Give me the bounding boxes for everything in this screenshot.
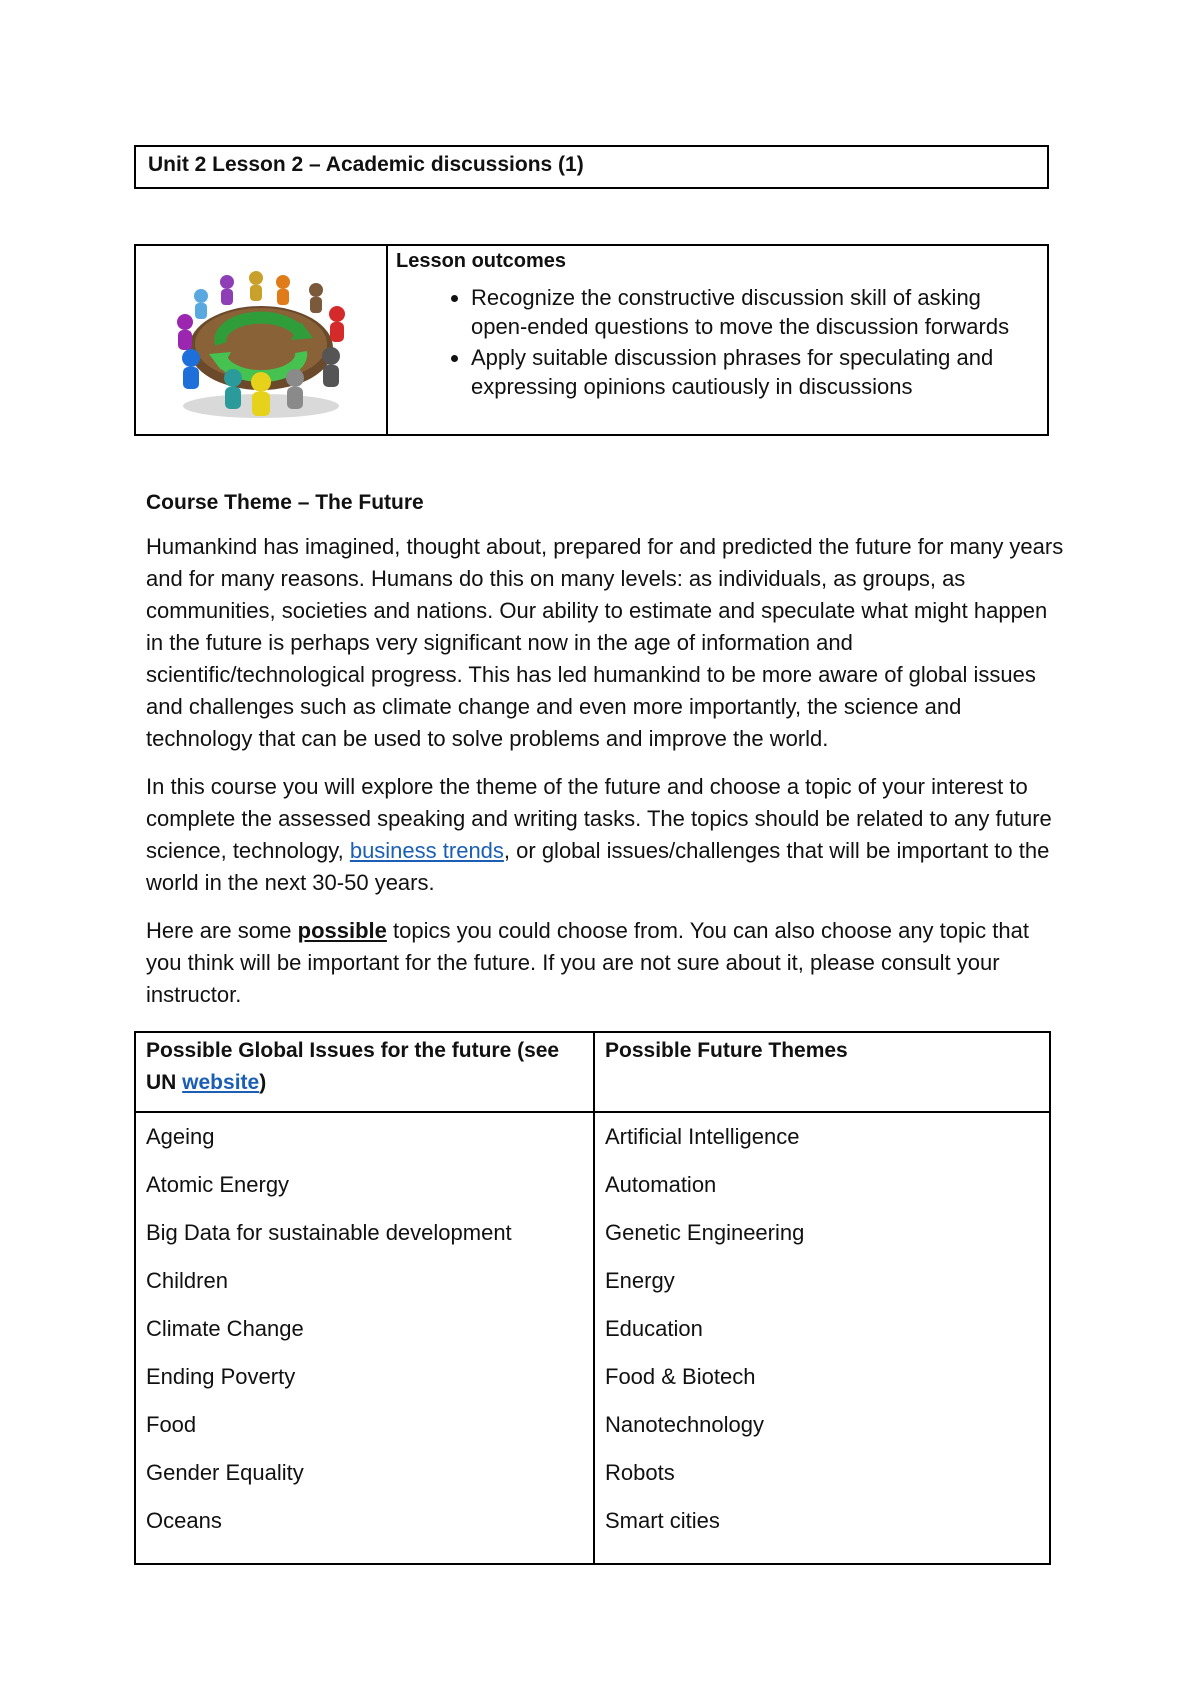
future-theme-item: Smart cities: [605, 1508, 720, 1533]
course-paragraph-1: Humankind has imagined, thought about, prepared for and predicted the future for many years and for many reasons. Humans do this on many levels: as individuals, as groups, as communities, societies and nations. Our ability to estimate and speculate what might happen in the future is perhaps very significant now in the age of information and scientific/technological progress. This has led humankind to be more aware of global issues and challenges such as climate change and even more importantly, the science and technology that can be used to solve problems and improve the world.: [146, 534, 1064, 751]
future-theme-item: Artificial Intelligence: [605, 1124, 800, 1149]
para2-text-end: , or global issues/challenges that will be important to the world in the next 30-50 years.: [146, 838, 1050, 895]
topics-table: [134, 1031, 1051, 1565]
global-issue-item: Big Data for sustainable development: [146, 1220, 512, 1245]
global-issue-item: Gender Equality: [146, 1460, 304, 1485]
global-issue-item: Children: [146, 1268, 228, 1293]
future-theme-item: Robots: [605, 1460, 675, 1485]
lesson-title-box: [134, 145, 1049, 189]
outcomes-heading: Lesson outcomes: [396, 250, 567, 272]
future-theme-item: Genetic Engineering: [605, 1220, 805, 1245]
possible-emphasis: possible: [297, 918, 387, 943]
future-themes-column: [595, 1113, 1049, 1563]
header-left-text: Possible Global Issues for the future (see UN: [146, 1039, 560, 1094]
course-paragraph-2: [146, 771, 1066, 899]
para2-text-start: In this course you will explore the theme of the future and choose a topic of your interest to complete the assessed speaking and writing tasks. The topics should be related to any future science, technology,: [146, 774, 1052, 863]
topics-table-body: [136, 1113, 1049, 1563]
future-theme-item: Automation: [605, 1172, 717, 1197]
future-theme-item: Nanotechnology: [605, 1412, 765, 1437]
lesson-title: Unit 2 Lesson 2 – Academic discussions (1): [148, 153, 584, 176]
outcome-item: • Recognize the constructive discussion skill of asking open-ended questions to move the discussion forwards: [471, 283, 1039, 341]
global-issue-item: Atomic Energy: [146, 1172, 290, 1197]
future-theme-item: Energy: [605, 1268, 675, 1293]
global-issues-column: [136, 1113, 595, 1563]
un-website-link[interactable]: website: [182, 1071, 260, 1094]
outcomes-text-cell: [388, 246, 1047, 434]
header-global-issues: [136, 1033, 595, 1111]
round-table-people-icon: [161, 256, 361, 424]
para3-text-start: Here are some: [146, 918, 298, 943]
discussion-table-illustration: [136, 246, 388, 434]
outcomes-list: [396, 283, 1039, 401]
outcome-item: • Apply suitable discussion phrases for speculating and expressing opinions cautiously in discussions: [471, 343, 1039, 401]
global-issues-list: [146, 1115, 583, 1561]
header-left-close: ): [259, 1071, 267, 1094]
future-themes-list: [605, 1115, 1039, 1561]
business-trends-link[interactable]: business trends: [349, 838, 504, 863]
course-theme-section: [146, 487, 1066, 1027]
lesson-outcomes-table: [134, 244, 1049, 436]
course-paragraph-3: [146, 915, 1066, 1011]
global-issue-item: Ending Poverty: [146, 1364, 296, 1389]
global-issue-item: Ageing: [146, 1124, 215, 1149]
global-issue-item: Oceans: [146, 1508, 222, 1533]
global-issue-item: Food: [146, 1412, 197, 1437]
para3-text-end: topics you could choose from. You can also choose any topic that you think will be important for the future. If you are not sure about it, please consult your instructor.: [146, 918, 1029, 1007]
course-theme-heading: Course Theme – The Future: [146, 491, 424, 514]
header-future-themes: Possible Future Themes: [605, 1039, 848, 1062]
global-issue-item: Climate Change: [146, 1316, 304, 1341]
future-theme-item: Food & Biotech: [605, 1364, 756, 1389]
topics-table-header: [136, 1033, 1049, 1113]
future-theme-item: Education: [605, 1316, 703, 1341]
